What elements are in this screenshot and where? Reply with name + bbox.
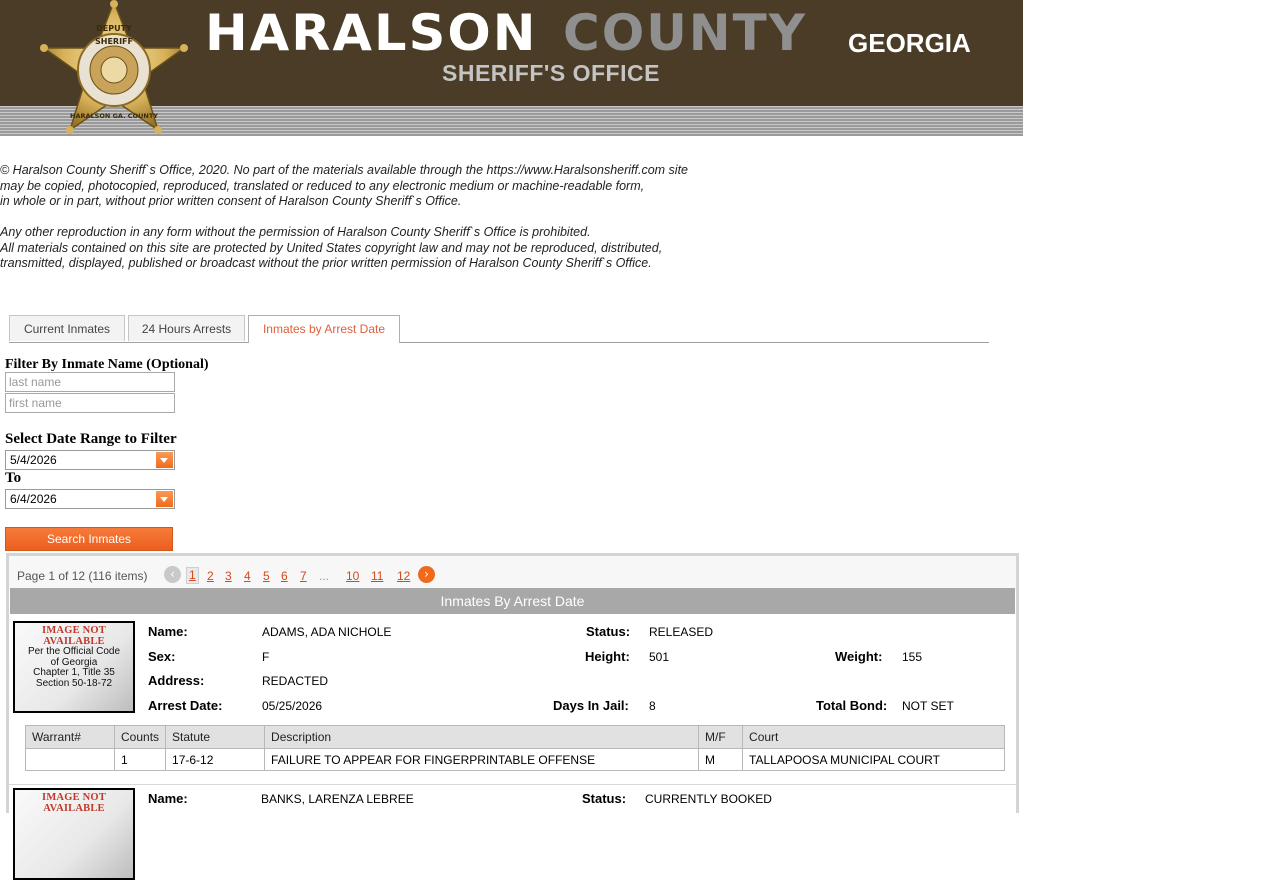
copyright-line: © Haralson County Sheriff`s Office, 2020. No part of the materials available through the https://www.Haralsonsheriff.com site [0, 163, 689, 177]
tab-bar [9, 315, 989, 343]
banner-title-haralson: HARALSON [205, 4, 538, 62]
charge-mf: M [699, 749, 743, 771]
charge-description: FAILURE TO APPEAR FOR FINGERPRINTABLE OFFENSE [265, 749, 699, 771]
page-ellipsis[interactable]: ... [319, 569, 330, 583]
table-row [26, 749, 1005, 771]
banner-title-county: COUNTY [563, 4, 807, 62]
badge-bottom-text: HARALSON GA. COUNTY [70, 112, 158, 120]
sex-label: Sex: [148, 649, 176, 664]
calendar-dropdown-icon[interactable] [156, 491, 173, 507]
charge-warrant [26, 749, 115, 771]
status-label: Status: [586, 624, 631, 639]
copyright-notice [0, 163, 688, 287]
col-warrant: Warrant# [26, 726, 115, 749]
from-date-value: 5/4/2026 [10, 453, 57, 467]
inmate-name: ADAMS, ADA NICHOLE [262, 625, 392, 639]
inmate-days-in-jail: 8 [649, 699, 656, 713]
pager-summary: Page 1 of 12 (116 items) [17, 569, 148, 583]
page-link-6[interactable]: 6 [281, 569, 288, 583]
page-link-3[interactable]: 3 [225, 569, 232, 583]
page-link-7[interactable]: 7 [300, 569, 307, 583]
site-banner [0, 0, 1023, 136]
col-court: Court [743, 726, 1005, 749]
name-label: Name: [148, 791, 188, 806]
name-label: Name: [148, 624, 188, 639]
photo-legal-line: Section 50-18-72 [35, 677, 113, 689]
photo-not-available-text: IMAGE NOT AVAILABLE [42, 792, 106, 814]
inmate-photo-placeholder [13, 788, 135, 880]
name-filter-label: Filter By Inmate Name (Optional) [5, 357, 209, 372]
page-link-1[interactable]: 1 [186, 567, 199, 584]
first-name-input[interactable] [5, 393, 175, 413]
copyright-line: in whole or in part, without prior written consent of Haralson County Sheriff`s Office. [0, 194, 462, 208]
sheriff-star-badge-icon [38, 0, 190, 136]
page-link-2[interactable]: 2 [207, 569, 214, 583]
copyright-paragraph-2 [0, 225, 688, 272]
chevron-right-icon[interactable]: › [418, 566, 435, 583]
photo-not-available-text: IMAGE NOT AVAILABLE [42, 625, 106, 647]
banner-state: GEORGIA [848, 28, 971, 58]
calendar-dropdown-icon[interactable] [156, 452, 173, 468]
inmate-arrest-date: 05/25/2026 [262, 699, 323, 713]
date-range-label: Select Date Range to Filter [5, 431, 177, 447]
inmate-weight: 155 [902, 650, 923, 664]
inmate-sex: F [262, 650, 270, 664]
col-statute: Statute [166, 726, 265, 749]
inmate-photo-placeholder [13, 621, 135, 713]
badge-top-text: DEPUTY [96, 24, 132, 33]
tab-current-inmates[interactable]: Current Inmates [9, 315, 125, 341]
inmate-name: BANKS, LARENZA LEBREE [261, 792, 414, 806]
photo-legal-line: of Georgia [50, 656, 98, 668]
charges-header-row [26, 726, 1005, 749]
inmate-total-bond: NOT SET [902, 699, 954, 713]
inmate-status: RELEASED [649, 625, 714, 639]
charge-court: TALLAPOOSA MUNICIPAL COURT [743, 749, 1005, 771]
arrest-date-label: Arrest Date: [148, 698, 223, 713]
page-link-4[interactable]: 4 [244, 569, 251, 583]
height-label: Height: [585, 649, 630, 664]
col-counts: Counts [115, 726, 166, 749]
badge-mid-text: SHERIFF [95, 37, 133, 46]
charge-statute: 17-6-12 [166, 749, 265, 771]
inmate-status: CURRENTLY BOOKED [645, 792, 772, 806]
to-date-value: 6/4/2026 [10, 492, 57, 506]
copyright-line: All materials contained on this site are protected by United States copyright law and may not be reproduced, distributed, [0, 240, 663, 255]
tab-24-hours-arrests[interactable]: 24 Hours Arrests [128, 315, 245, 341]
weight-label: Weight: [835, 649, 883, 664]
page-link-11[interactable]: 11 [371, 569, 384, 583]
charges-table [25, 725, 1005, 771]
search-inmates-button[interactable]: Search Inmates [5, 527, 173, 551]
photo-legal-line: Chapter 1, Title 35 [33, 667, 115, 678]
days-in-jail-label: Days In Jail: [553, 698, 629, 713]
inmate-address: REDACTED [262, 674, 329, 688]
last-name-input[interactable] [5, 372, 175, 392]
chevron-left-icon[interactable]: ‹ [164, 566, 181, 583]
copyright-line: may be copied, photocopied, reproduced, translated or reduced to any electronic medium or machine-readable form, [0, 178, 645, 193]
col-description: Description [265, 726, 699, 749]
grid-title: Inmates By Arrest Date [10, 588, 1015, 614]
inmate-record [9, 786, 1016, 816]
copyright-line: transmitted, displayed, published or broadcast without the prior written permission of Haralson County Sheriff`s Office. [0, 256, 652, 270]
total-bond-label: Total Bond: [816, 698, 888, 713]
inmate-height: 501 [649, 650, 670, 664]
status-label: Status: [582, 791, 627, 806]
to-label: To [5, 470, 22, 486]
inmates-grid [6, 553, 1019, 813]
banner-subtitle: SHERIFF'S OFFICE [442, 60, 660, 86]
copyright-line: Any other reproduction in any form without the permission of Haralson County Sheriff`s Office is prohibited. [0, 225, 591, 239]
tab-inmates-by-arrest-date[interactable]: Inmates by Arrest Date [248, 315, 400, 343]
col-mf: M/F [699, 726, 743, 749]
page-link-10[interactable]: 10 [346, 569, 360, 583]
inmate-record [9, 618, 1016, 784]
pager [9, 556, 1016, 591]
photo-legal-text [15, 647, 133, 689]
address-label: Address: [148, 673, 205, 688]
photo-legal-line: Per the Official Code [27, 646, 121, 657]
page-link-12[interactable]: 12 [397, 569, 411, 583]
copyright-paragraph-1 [0, 163, 688, 210]
charge-counts: 1 [115, 749, 166, 771]
from-date-picker[interactable] [5, 450, 175, 470]
to-date-picker[interactable] [5, 489, 175, 509]
record-divider [9, 784, 1016, 785]
page-link-5[interactable]: 5 [263, 569, 270, 583]
